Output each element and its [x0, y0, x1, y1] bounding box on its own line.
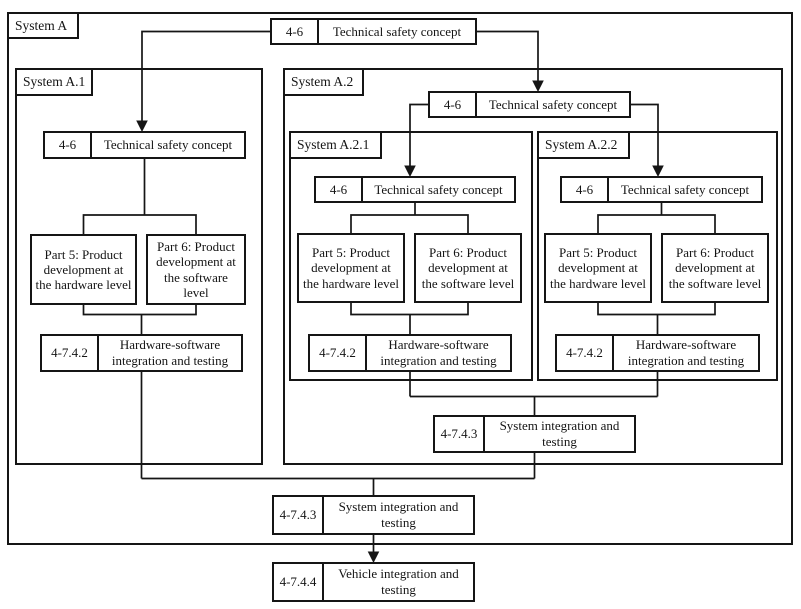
process-label: Technical safety concept: [488, 96, 618, 112]
clause-ref: 4-6: [430, 93, 477, 116]
box-technical-safety-concept-a21: [314, 176, 516, 203]
process-label: Technical safety concept: [620, 181, 750, 197]
box-part6-software-a1: Part 6: Product development at the software level: [146, 234, 246, 305]
box-hwsw-integration-a1: [40, 334, 243, 372]
process-label: Technical safety concept: [374, 181, 503, 197]
box-hwsw-integration-a22: [555, 334, 760, 372]
box-part6-software-a22: Part 6: Product development at the software level: [661, 233, 769, 303]
process-label: Technical safety concept: [103, 137, 233, 153]
box-part5-hardware-a1: Part 5: Product development at the hardware level: [30, 234, 137, 305]
box-hwsw-integration-a21: [308, 334, 512, 372]
clause-ref: 4-6: [562, 178, 609, 201]
label-system-a21: System A.2.1: [289, 131, 382, 159]
box-system-integration-a2: [433, 415, 636, 453]
clause-ref: 4-7.4.2: [310, 336, 367, 370]
box-technical-safety-concept-a2: [428, 91, 631, 118]
label-system-a1: System A.1: [15, 68, 93, 96]
clause-ref: 4-6: [316, 178, 363, 201]
clause-ref: 4-7.4.4: [274, 564, 324, 600]
process-label: Vehicle integration and testing: [338, 566, 459, 597]
box-vehicle-integration: [272, 562, 475, 602]
box-part6-software-a21: Part 6: Product development at the software level: [414, 233, 522, 303]
clause-ref: 4-7.4.3: [435, 417, 485, 451]
process-label: Hardware-software integration and testing: [111, 337, 229, 368]
clause-ref: 4-7.4.2: [557, 336, 614, 370]
clause-ref: 4-6: [45, 133, 92, 157]
clause-ref: 4-7.4.3: [274, 497, 324, 533]
process-label: Hardware-software integration and testing: [627, 337, 745, 368]
box-part5-hardware-a21: Part 5: Product development at the hardware level: [297, 233, 405, 303]
box-system-integration-bottom: [272, 495, 475, 535]
box-technical-safety-concept-top: [270, 18, 477, 45]
box-technical-safety-concept-a1: [43, 131, 246, 159]
process-label: System integration and testing: [338, 499, 459, 530]
label-system-a2: System A.2: [283, 68, 364, 96]
process-label: Technical safety concept: [332, 23, 462, 39]
clause-ref: 4-7.4.2: [42, 336, 99, 370]
label-system-a22: System A.2.2: [537, 131, 630, 159]
label-system-a: System A: [7, 12, 79, 39]
process-label: Hardware-software integration and testing: [380, 337, 497, 368]
box-part5-hardware-a22: Part 5: Product development at the hardware level: [544, 233, 652, 303]
process-label: System integration and testing: [499, 418, 620, 449]
clause-ref: 4-6: [272, 20, 319, 43]
box-technical-safety-concept-a22: [560, 176, 763, 203]
